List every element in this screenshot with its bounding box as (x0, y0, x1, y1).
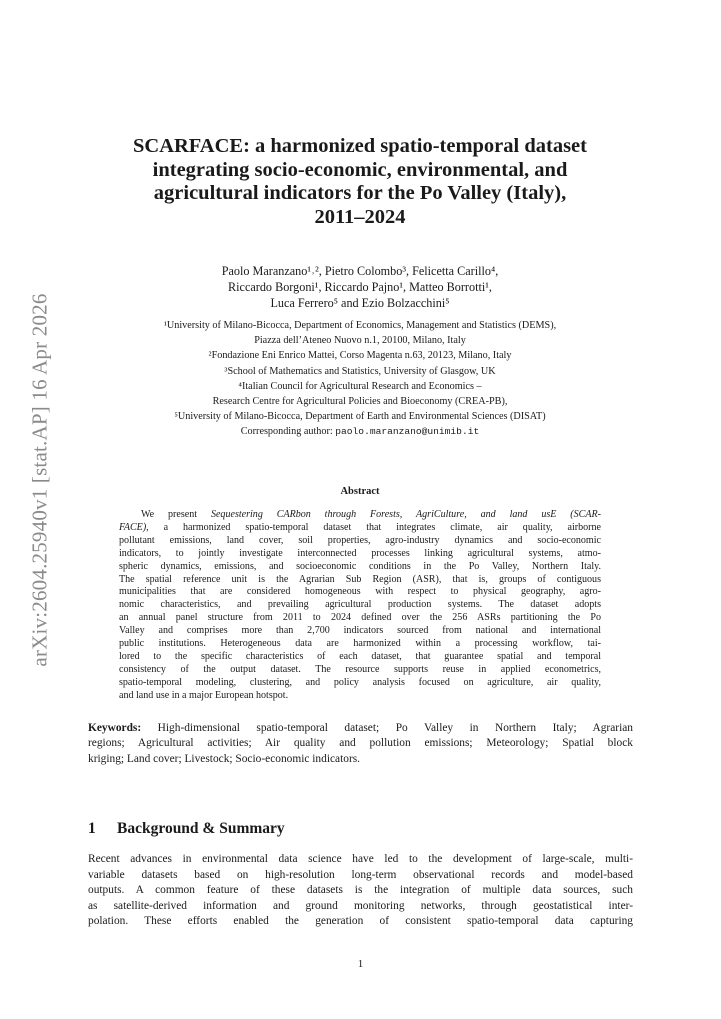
affiliation-line: ¹University of Milano-Bicocca, Department of Economics, Management and Statistics (DEMS), (163, 320, 557, 331)
arxiv-identifier-stamp: arXiv:2604.25940v1 [stat.AP] 16 Apr 2026 (27, 293, 52, 667)
section-title: Background & Summary (117, 820, 285, 837)
section-number: 1 (88, 820, 96, 837)
author-line: Luca Ferrero⁵ and Ezio Bolzacchini⁵ (270, 296, 450, 310)
body-paragraph (88, 852, 633, 930)
abstract-lead: We present (141, 509, 211, 520)
affiliation-list (86, 318, 634, 440)
abstract-line: The spatial reference unit is the Agrarian Sub Region (ASR), that is, groups of contiguous (119, 573, 601, 585)
corresponding-email-link[interactable]: paolo.maranzano@unimib.it (335, 426, 480, 438)
abstract-line-rest: , a harmonized spatio-temporal dataset that integrates climate, air quality, airborne (146, 521, 601, 533)
keywords-line: regions; Agricultural activities; Air quality and pollution emissions; Meteorology; Spatial block (88, 737, 633, 750)
body-line: outputs. A common feature of these datasets is the integration of multiple data sources, such (88, 884, 633, 896)
dataset-full-name: Sequestering CARbon through Forests, AgriCulture, and land usE (SCAR- (210, 509, 601, 520)
title-line: SCARFACE: a harmonized spatio-temporal dataset (132, 135, 587, 157)
author-line: Riccardo Borgoni¹, Riccardo Pajno¹, Matteo Borrotti¹, (228, 280, 492, 294)
abstract-line: an annual panel structure from 2011 to 2024 defined over the 256 ASRs partitioning the Po (119, 612, 601, 624)
abstract-line: Valley and comprises more than 2,700 indicators sourced from national and international (119, 625, 601, 637)
affiliation-line: Research Centre for Agricultural Policies and Bioeconomy (CREA-PB), (212, 396, 508, 408)
abstract-line: lored to the specific characteristics of each dataset, that guarantee spatial and temporal (119, 650, 601, 662)
affiliation-line: ⁴Italian Council for Agricultural Research and Economics – (238, 380, 482, 392)
abstract-line: consistency of the output dataset. The resource supports reuse in applied econometrics, (119, 663, 601, 675)
section-heading (88, 820, 285, 838)
dataset-acronym-end: FACE) (119, 521, 147, 533)
keywords-line: kriging; Land cover; Livestock; Socio-economic indicators. (88, 752, 361, 765)
affiliation-line: Piazza dell’Ateneo Nuovo n.1, 20100, Milano, Italy (254, 335, 466, 347)
title-line: agricultural indicators for the Po Valley (Italy), (153, 182, 567, 204)
corresponding-author (86, 424, 634, 439)
abstract-line: nomic characteristics, and prevailing agricultural production systems. The dataset adopts (119, 599, 601, 611)
abstract-line (119, 522, 601, 535)
body-line: variable datasets based on high-resolution long-term observational records and model-based (88, 868, 633, 881)
page-number: 1 (357, 958, 364, 970)
abstract-line: municipalities that are considered homogeneous with respect to physical geography, agro- (119, 586, 601, 598)
abstract-line: indicators, to jointly investigate interconnected processes linking agricultural systems, atmo- (119, 547, 601, 559)
keywords-first: High-dimensional spatio-temporal dataset; Po Valley in Northern Italy; Agrarian (141, 722, 633, 734)
title-line: 2011–2024 (314, 205, 406, 228)
abstract-text (119, 509, 601, 703)
affiliation-line: ³School of Mathematics and Statistics, University of Glasgow, UK (224, 365, 496, 377)
abstract-line: public institutions. Heterogeneous data are harmonized within a processing workflow, tai- (119, 638, 601, 650)
affiliation-line: ⁵University of Milano-Bicocca, Department of Earth and Environmental Sciences (DISAT) (174, 411, 546, 423)
paper-title (86, 135, 634, 229)
author-line: Paolo Maranzano¹˒², Pietro Colombo³, Felicetta Carillo⁴, (221, 264, 499, 278)
body-line: Recent advances in environmental data science have led to the development of large-scale, multi- (88, 853, 633, 865)
abstract-line: spheric dynamics, emissions, and socioeconomic conditions in the Po Valley, Northern Italy. (119, 560, 601, 572)
abstract-line: spatio-temporal modeling, clustering, and policy analysis focused on agriculture, air quality, (119, 676, 601, 688)
keywords-line (88, 721, 633, 736)
title-line: integrating socio-economic, environmental, and (152, 158, 568, 181)
keywords-label: Keywords: (88, 722, 142, 734)
corresponding-label: Corresponding author: (240, 426, 333, 438)
abstract-line (119, 509, 601, 522)
keywords-block (88, 721, 633, 767)
author-list (86, 263, 634, 311)
abstract-heading: Abstract (340, 486, 380, 497)
abstract-line: pollutant emissions, land cover, soil properties, agro-industry dynamics and socio-economic (119, 534, 601, 546)
body-line: polation. These efforts enabled the generation of consistent spatio-temporal data capturing (88, 915, 633, 927)
body-line: as satellite-derived information and ground monitoring networks, through geostatistical inter- (88, 899, 633, 912)
affiliation-line: ²Fondazione Eni Enrico Mattei, Corso Magenta n.63, 20123, Milano, Italy (208, 350, 512, 362)
abstract-line: and land use in a major European hotspot. (119, 689, 289, 701)
